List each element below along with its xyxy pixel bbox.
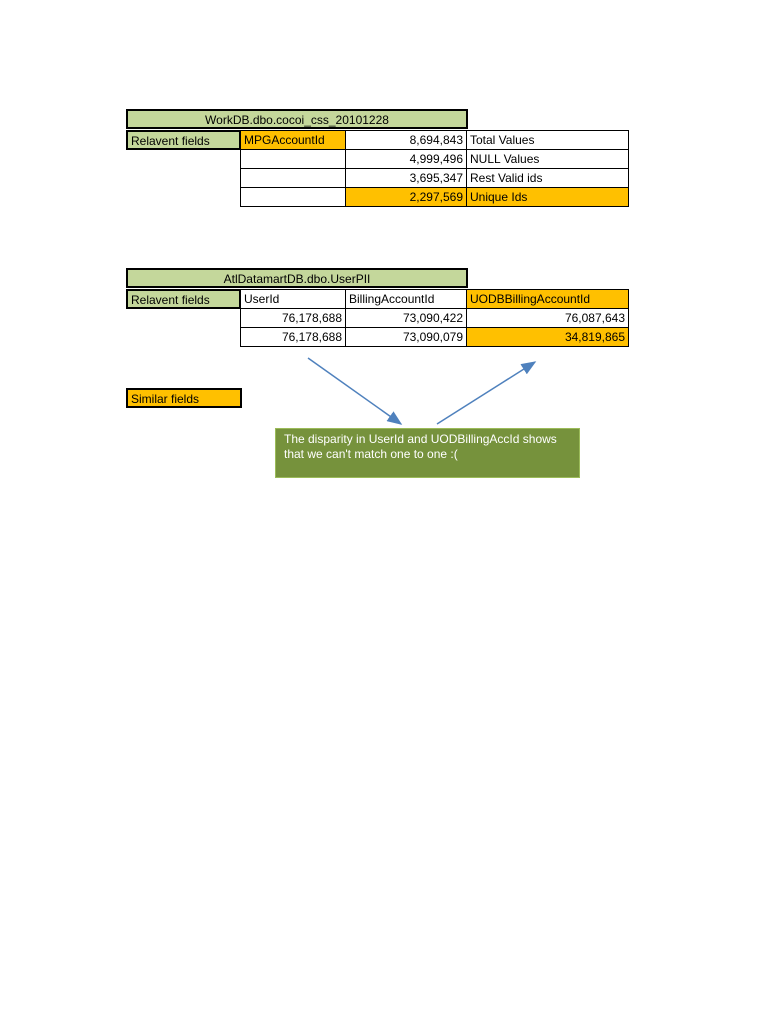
table1-value-cell: 3,695,347 xyxy=(345,168,467,188)
arrow-to-callout xyxy=(308,358,401,424)
table1-fields-label: Relavent fields xyxy=(126,130,241,150)
table1-value-cell-highlight: 2,297,569 xyxy=(345,187,467,207)
arrow-to-uodb-column xyxy=(437,362,535,424)
table1-label-cell: NULL Values xyxy=(466,149,629,169)
table2-header-uodbbillingaccountid: UODBBillingAccountId xyxy=(466,289,629,309)
table2-cell: 73,090,422 xyxy=(345,308,467,328)
table2-cell: 76,178,688 xyxy=(240,327,346,347)
similar-fields-legend: Similar fields xyxy=(126,388,242,408)
table1-value-cell: 4,999,496 xyxy=(345,149,467,169)
table1-label-cell: Rest Valid ids xyxy=(466,168,629,188)
table2-cell: 76,178,688 xyxy=(240,308,346,328)
table2-header-userid: UserId xyxy=(240,289,346,309)
table2-cell: 73,090,079 xyxy=(345,327,467,347)
table1-label-cell-highlight: Unique Ids xyxy=(466,187,629,207)
table2-fields-label: Relavent fields xyxy=(126,289,241,309)
table2-cell: 76,087,643 xyxy=(466,308,629,328)
table1-value-cell: 8,694,843 xyxy=(345,130,467,150)
table2-title: AtlDatamartDB.dbo.UserPII xyxy=(126,268,468,288)
table2-cell-highlight: 34,819,865 xyxy=(466,327,629,347)
table1-title: WorkDB.dbo.cocoi_css_20101228 xyxy=(126,109,468,129)
table1-label-cell: Total Values xyxy=(466,130,629,150)
disparity-callout: The disparity in UserId and UODBillingAccId shows that we can't match one to one :( xyxy=(275,428,580,478)
table2-header-billingaccountid: BillingAccountId xyxy=(345,289,467,309)
table1-field-mpgaccountid: MPGAccountId xyxy=(240,130,346,150)
